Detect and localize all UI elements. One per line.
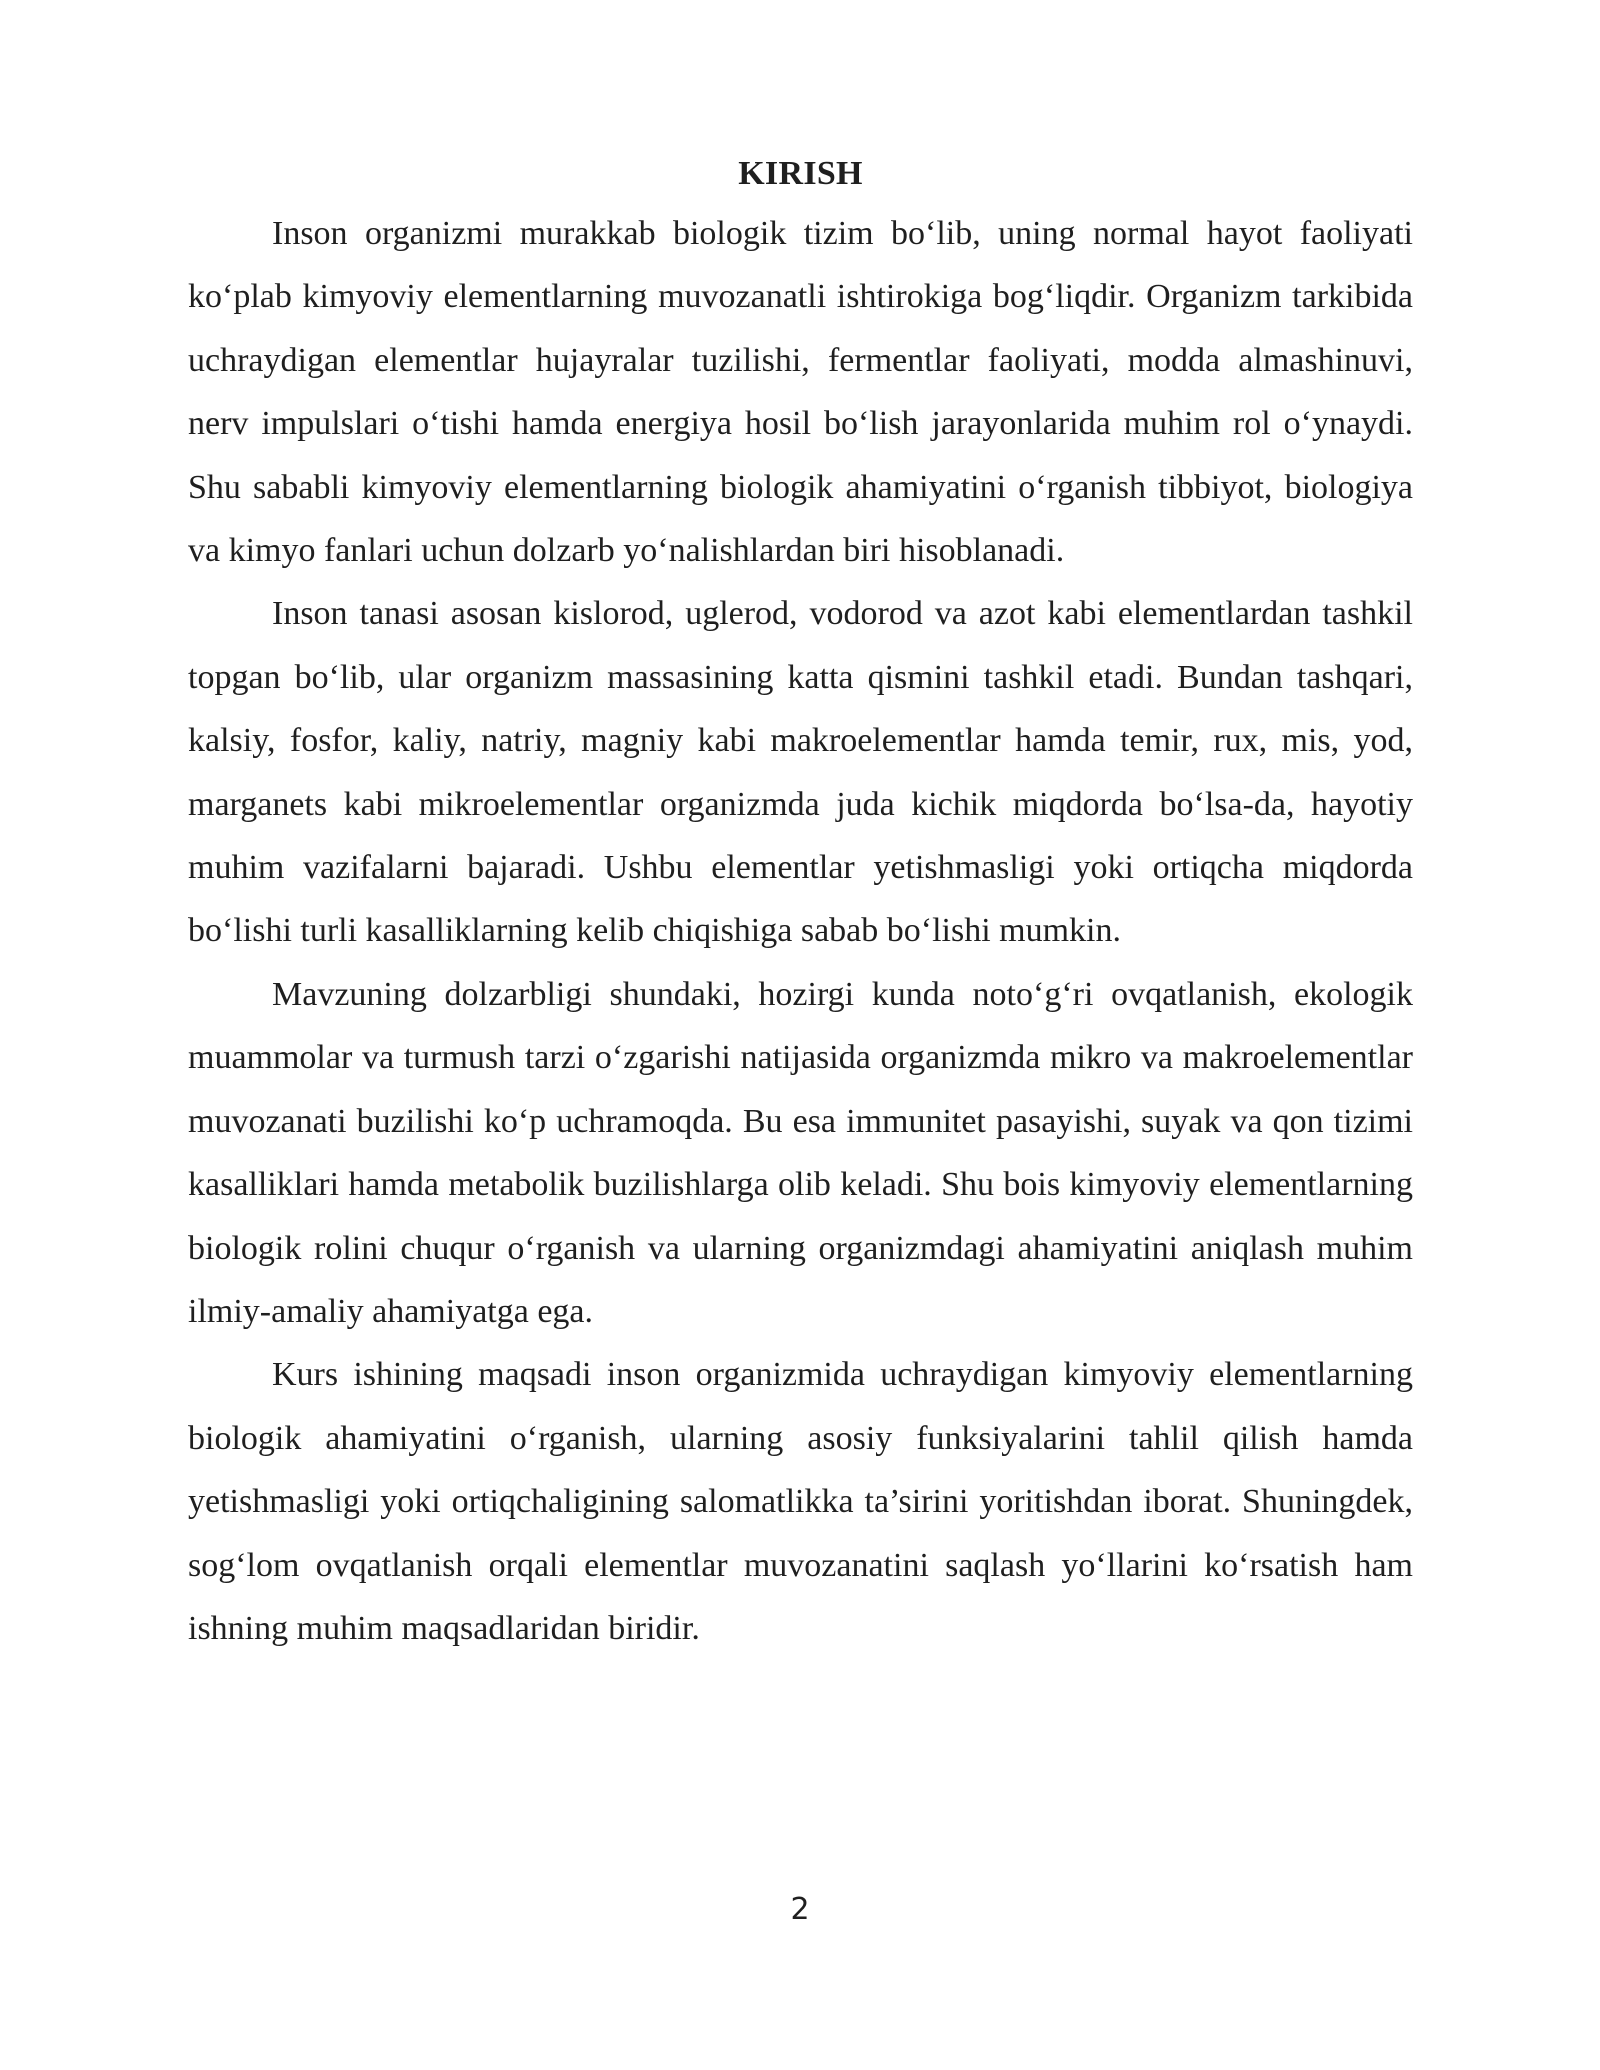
- paragraph-body-composition: Inson tanasi asosan kislorod, uglerod, vodorod va azot kabi elementlardan tashkil topgan bo‘lib, ular organizm massasining katta qismini tashkil etadi. Bundan tashqari, kalsiy, fosfor, kaliy, natriy, magniy kabi makroelementlar hamda temir, rux, mis, yod, marganets kabi mikroelementlar organizmda juda kichik miqdorda bo‘lsa-da, hayotiy muhim vazifalarni bajaradi. Ushbu elementlar yetishmasligi yoki ortiqcha miqdorda bo‘lishi turli kasalliklarning kelib chiqishiga sabab bo‘lishi mumkin.: [188, 595, 1413, 950]
- section-title: KIRISH: [738, 155, 863, 192]
- paragraph-goal: Kurs ishining maqsadi inson organizmida uchraydigan kimyoviy elementlarning biologik ahamiyatini o‘rganish, ularning asosiy funksiyalarini tahlil qilish hamda yetishmasligi yoki ortiqchaligining salomatlikka ta’sirini yoritishdan iborat. Shuningdek, sog‘lom ovqatlanish orqali elementlar muvozanatini saqlash yo‘llarini ko‘rsatish ham ishning muhim maqsadlaridan biridir.: [188, 1356, 1413, 1647]
- paragraph-intro: Inson organizmi murakkab biologik tizim bo‘lib, uning normal hayot faoliyati ko‘plab kimyoviy elementlarning muvozanatli ishtirokiga bog‘liqdir. Organizm tarkibida uchraydigan elementlar hujayralar tuzilishi, fermentlar faoliyati, modda almashinuvi, nerv impulslari o‘tishi hamda energiya hosil bo‘lish jarayonlarida muhim rol o‘ynaydi. Shu sababli kimyoviy elementlarning biologik ahamiyatini o‘rganish tibbiyot, biologiya va kimyo fanlari uchun dolzarb yo‘nalishlardan biri hisoblanadi.: [188, 215, 1413, 570]
- paragraph-relevance: Mavzuning dolzarbligi shundaki, hozirgi kunda noto‘g‘ri ovqatlanish, ekologik muammolar va turmush tarzi o‘zgarishi natijasida organizmda mikro va makroelementlar muvozanati buzilishi ko‘p uchramoqda. Bu esa immunitet pasayishi, suyak va qon tizimi kasalliklari hamda metabolik buzilishlarga olib keladi. Shu bois kimyoviy elementlarning biologik rolini chuqur o‘rganish va ularning organizmdagi ahamiyatini aniqlash muhim ilmiy-amaliy ahamiyatga ega.: [188, 975, 1413, 1330]
- page-number: 2: [790, 1892, 810, 1927]
- page-content: [188, 150, 1413, 1660]
